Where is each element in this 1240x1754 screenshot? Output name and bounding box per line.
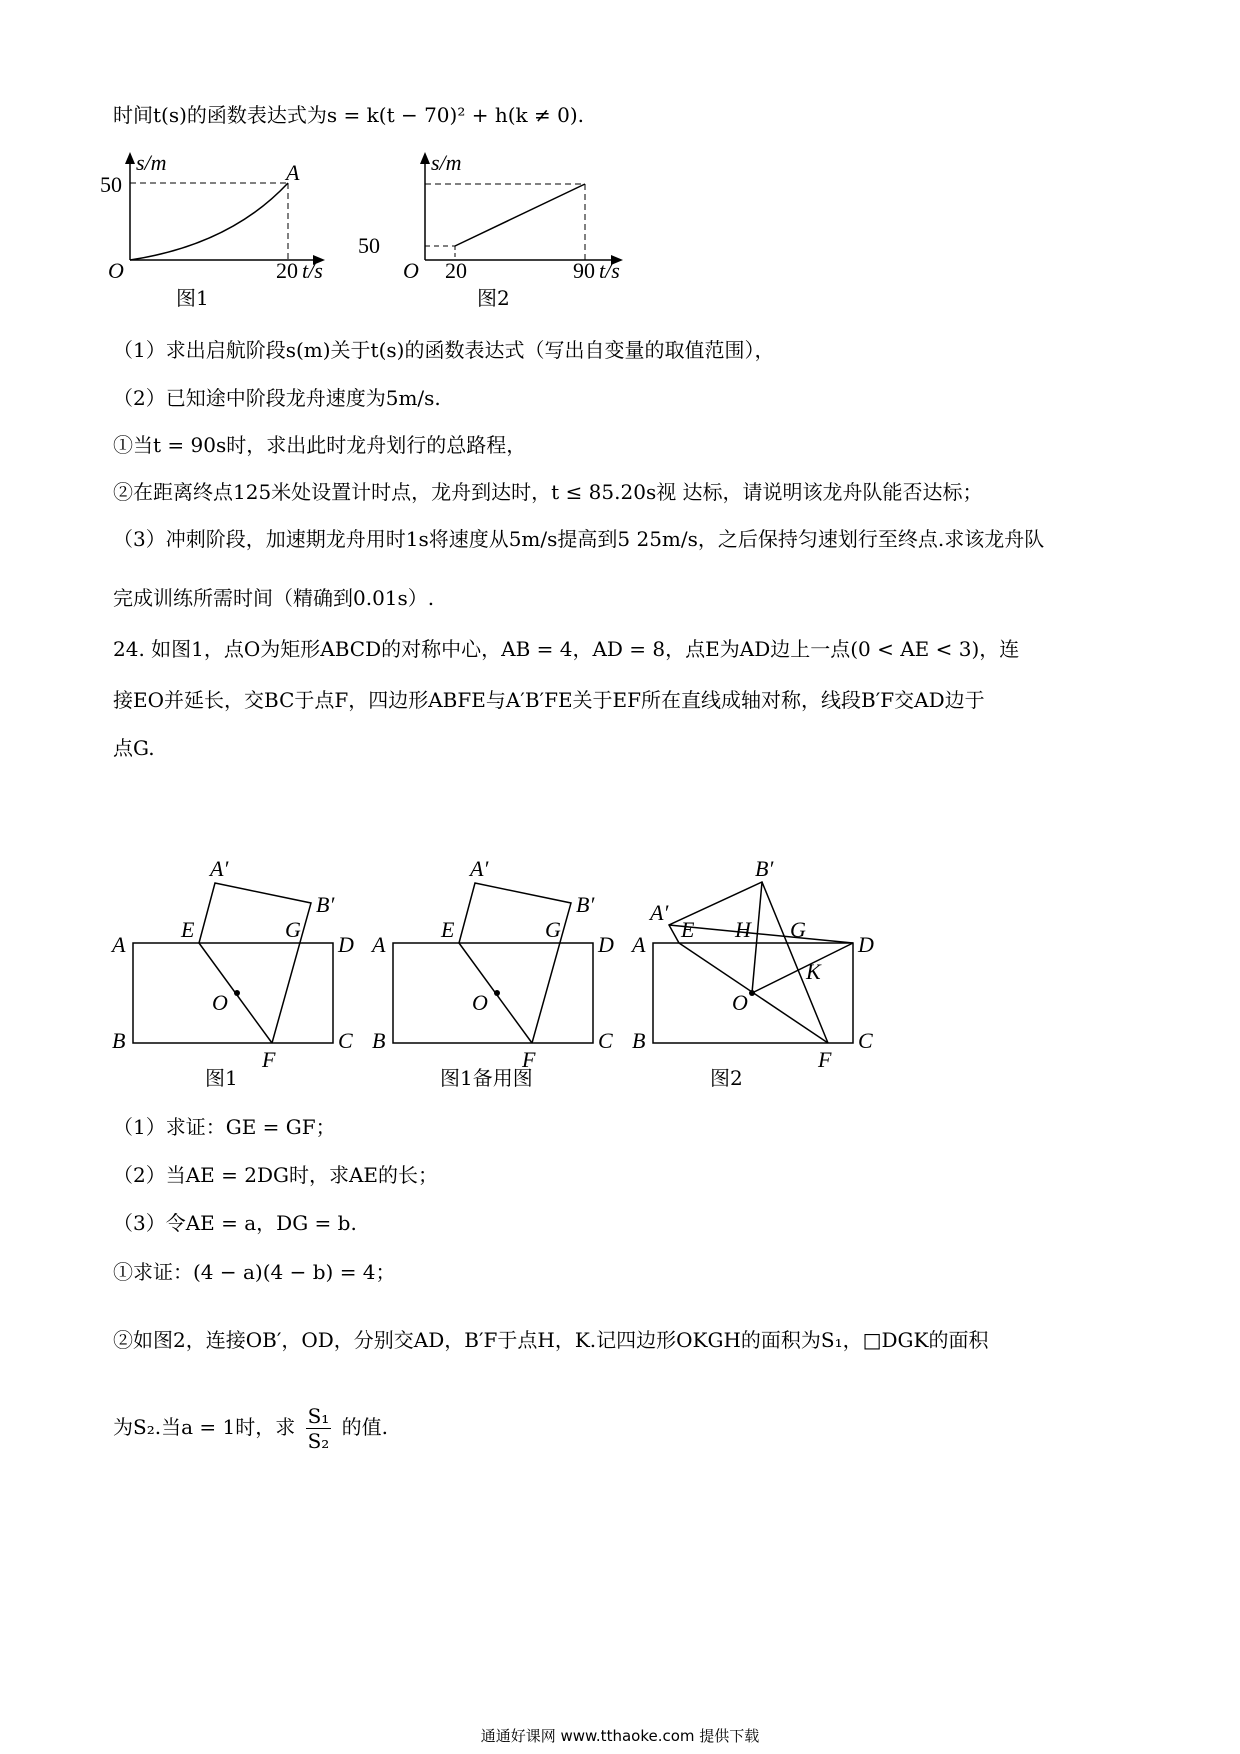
svg-text:F: F	[818, 1047, 832, 1072]
svg-text:E: E	[181, 917, 195, 942]
fig2-x-tick-20: 20	[445, 258, 467, 283]
q24-part3: （3）令AE = a，DG = b.	[113, 1211, 357, 1235]
svg-text:H: H	[735, 917, 751, 942]
svg-text:O: O	[212, 990, 228, 1015]
svg-text:A′: A′	[210, 856, 229, 881]
svg-text:G: G	[545, 917, 561, 942]
q24-part2: （2）当AE = 2DG时，求AE的长；	[113, 1163, 439, 1187]
svg-text:F: F	[262, 1047, 276, 1072]
page-footer: 通通好课网 www.tthaoke.com 提供下载	[480, 1727, 760, 1745]
fig2-x-tick-90: 90	[573, 258, 595, 283]
svg-text:E: E	[441, 917, 455, 942]
fig1-point-a: A	[286, 160, 300, 185]
fraction-denominator: S₂	[307, 1429, 330, 1453]
svg-text:B: B	[112, 1028, 126, 1053]
q23-part1: （1）求出启航阶段s(m)关于t(s)的函数表达式（写出自变量的取值范围），	[113, 338, 775, 362]
q24-part3a: ①求证：(4 − a)(4 − b) = 4；	[113, 1260, 396, 1284]
fig1-y-label: s/m	[136, 150, 167, 175]
q24-stem-line2: 接EO并延长，交BC于点F，四边形ABFE与A′B′FE关于EF所在直线成轴对称，线段B′F交AD边于	[113, 688, 985, 712]
svg-text:G: G	[790, 917, 806, 942]
q24-stem-line1: 24. 如图1，点O为矩形ABCD的对称中心，AB = 4，AD = 8，点E为AD边上一点(0 < AE < 3)，连	[113, 637, 1020, 661]
svg-text:A′: A′	[650, 900, 669, 925]
q24-part1: （1）求证：GE = GF；	[113, 1115, 336, 1139]
geo-fig1-backup	[370, 856, 614, 1072]
svg-text:C: C	[598, 1028, 613, 1053]
q23-part2a: ①当t = 90s时，求出此时龙舟划行的总路程，	[113, 433, 527, 457]
geo-caption-2: 图2	[710, 1066, 743, 1090]
fig1-x-label: t/s	[302, 258, 323, 283]
svg-text:O: O	[472, 990, 488, 1015]
fig2-y-tick: 50	[358, 233, 380, 258]
svg-text:B: B	[632, 1028, 646, 1053]
fig1-origin: O	[108, 258, 124, 283]
fig1-y-tick: 50	[100, 172, 122, 197]
svg-text:B′: B′	[576, 892, 595, 917]
svg-text:K: K	[806, 959, 821, 984]
fraction-numerator: S₁	[307, 1404, 330, 1428]
fig2-y-label: s/m	[431, 150, 462, 175]
svg-text:A′: A′	[470, 856, 489, 881]
q23-part2: （2）已知途中阶段龙舟速度为5m/s.	[113, 386, 441, 410]
svg-text:A: A	[112, 932, 126, 957]
svg-text:F: F	[522, 1047, 536, 1072]
q24-part3b-line2	[113, 1404, 388, 1453]
q23-part3-line1: （3）冲刺阶段，加速期龙舟用时1s将速度从5m/s提高到5 25m/s，之后保持匀速划行至终点.求该龙舟队	[113, 527, 1045, 551]
svg-text:A: A	[372, 932, 386, 957]
svg-text:O: O	[732, 990, 748, 1015]
q23-intro: 时间t(s)的函数表达式为s = k(t − 70)² + h(k ≠ 0).	[113, 103, 584, 127]
q24-part3b-end: 的值.	[341, 1415, 388, 1439]
svg-text:C: C	[858, 1028, 873, 1053]
svg-text:B: B	[372, 1028, 386, 1053]
q24-part3b-line1: ②如图2，连接OB′，OD，分别交AD，B′F于点H，K.记四边形OKGH的面积为S₁，□DGK的面积	[113, 1328, 989, 1352]
svg-text:D: D	[858, 932, 874, 957]
q24-stem-line3: 点G.	[113, 736, 155, 760]
q23-part3-line2: 完成训练所需时间（精确到0.01s）.	[113, 586, 435, 610]
geo-caption-1: 图1	[205, 1066, 238, 1090]
q23-part2b: ②在距离终点125米处设置计时点，龙舟到达时，t ≤ 85.20s视 达标，请说明该龙舟队能否达标；	[113, 480, 983, 504]
fig2-caption: 图2	[477, 286, 510, 310]
geo-caption-backup: 图1备用图	[440, 1066, 533, 1090]
geo-fig1	[110, 856, 354, 1072]
svg-text:D: D	[338, 932, 354, 957]
fig2-origin: O	[403, 258, 419, 283]
svg-text:C: C	[338, 1028, 353, 1053]
fig2-x-label: t/s	[599, 258, 620, 283]
fig1-caption: 图1	[176, 286, 209, 310]
geo-fig2	[630, 856, 874, 1072]
svg-text:E: E	[681, 917, 695, 942]
q24-fraction	[306, 1404, 332, 1453]
svg-text:A: A	[632, 932, 646, 957]
svg-text:D: D	[598, 932, 614, 957]
svg-text:G: G	[285, 917, 301, 942]
q24-part3b-prefix: 为S₂.当a = 1时，求	[113, 1415, 296, 1439]
svg-text:B′: B′	[316, 892, 335, 917]
fig1-x-tick: 20	[276, 258, 298, 283]
svg-text:B′: B′	[755, 856, 774, 881]
